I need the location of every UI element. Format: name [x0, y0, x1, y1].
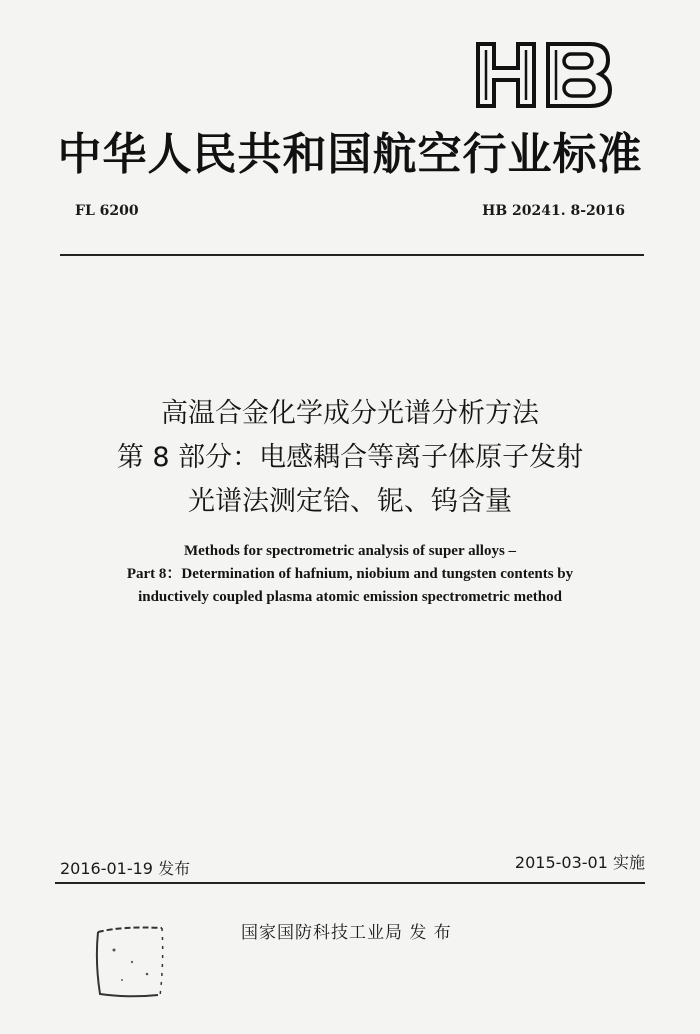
english-title-line: Part 8：Determination of hafnium, niobium and tungsten contents by [126, 566, 574, 582]
english-title-line: Methods for spectrometric analysis of super alloys – [183, 543, 517, 559]
classification-code: FL 6200 [75, 203, 139, 219]
chinese-title-line: 高温合金化学成分光谱分析方法 [161, 398, 539, 429]
english-title [0, 540, 700, 609]
footer-divider [55, 882, 645, 884]
issuing-body-title: 中华人民共和国航空行业标准 [57, 129, 643, 180]
implementation-date: 2015-03-01 实施 [514, 853, 645, 872]
english-title-line: inductively coupled plasma atomic emission spectrometric method [138, 589, 562, 605]
issue-date: 2016-01-19 发布 [60, 859, 191, 878]
publisher: 国家国防科技工业局 发 布 [241, 923, 452, 943]
header-divider [60, 254, 644, 256]
faded-seal-stamp [92, 922, 168, 1000]
chinese-title [0, 392, 700, 524]
chinese-title-line: 第 8 部分：电感耦合等离子体原子发射 [116, 442, 584, 473]
standard-number: HB 20241. 8-2016 [482, 203, 625, 219]
hb-logo [474, 40, 614, 110]
chinese-title-line: 光谱法测定铪、铌、钨含量 [188, 486, 512, 517]
